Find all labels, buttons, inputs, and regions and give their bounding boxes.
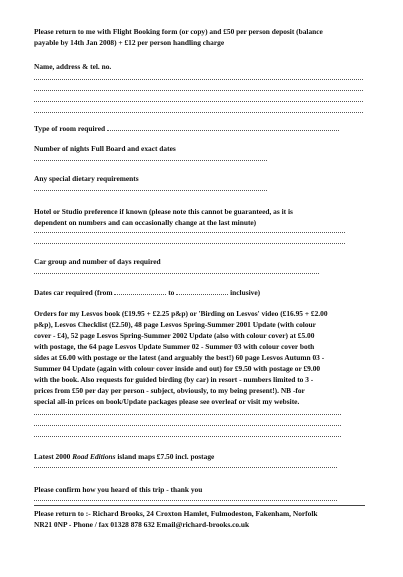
room-section	[34, 123, 369, 134]
maps-label-italic: Road Editions	[72, 452, 116, 461]
orders-line-6: Summer 04 Update (again with colour cover inside and out) for £9.50 with postage or £9.00	[34, 364, 321, 373]
orders-line-5: sides at £6.00 with postage or the latest (and arguably the best!) 60 page Lesvos Autumn 03 -	[34, 353, 325, 362]
dates-from-field[interactable]	[114, 288, 166, 295]
intro-line-2: payable by 14th Jan 2008) + £12 per person handling charge	[34, 38, 225, 47]
orders-line-4: with postage, the 64 page Lesvos Update Summer 02 - Summer 03 with colour cover both	[34, 342, 315, 351]
dates-to-field[interactable]	[176, 288, 228, 295]
name-line-2[interactable]	[34, 90, 363, 91]
name-line-1[interactable]	[34, 79, 363, 80]
intro-line-1: Please return to me with Flight Booking form (or copy) and £50 per person deposit (balance	[34, 27, 323, 36]
orders-line-8: prices from £50 per day per person - subject, obviously, to my being present!). NB -for	[34, 386, 305, 395]
orders-line-3: cover - £4), 52 page Lesvos Spring-Summer 2002 Update (also with colour cover) at £5.00	[34, 331, 315, 340]
name-section	[34, 61, 369, 72]
hotel-field-2[interactable]	[34, 243, 345, 244]
intro-text	[34, 26, 369, 48]
maps-field[interactable]	[34, 467, 337, 468]
dates-to-label: to	[168, 288, 175, 297]
orders-field-1[interactable]	[34, 414, 341, 415]
hotel-field-1[interactable]	[34, 232, 345, 233]
car-label: Car group and number of days required	[34, 257, 161, 266]
orders-field-2[interactable]	[34, 425, 341, 426]
diet-section	[34, 173, 369, 184]
return-section	[34, 508, 369, 530]
dates-label: Dates car required (from	[34, 288, 113, 297]
orders-line-2: p&p), Lesvos Checklist (£2.50), 48 page Lesvos Spring-Summer 2001 Update (with colour	[34, 320, 316, 329]
room-field[interactable]	[107, 124, 339, 131]
hotel-line-1: Hotel or Studio preference if known (please note this cannot be guaranteed, as it is	[34, 207, 293, 216]
diet-field[interactable]	[34, 190, 267, 191]
name-label: Name, address & tel. no.	[34, 62, 112, 71]
return-line-1: Please return to :- Richard Brooks, 24 Croxton Hamlet, Fulmodeston, Fakenham, Norfolk	[34, 509, 318, 518]
orders-section	[34, 308, 369, 407]
room-label: Type of room required	[34, 124, 106, 133]
name-line-4[interactable]	[34, 112, 363, 113]
orders-field-3[interactable]	[34, 436, 341, 437]
heard-section	[34, 484, 369, 495]
hotel-line-2: dependent on numbers and can occasionally change at the last minute)	[34, 218, 257, 227]
nights-label: Number of nights Full Board and exact dates	[34, 144, 176, 153]
orders-line-1: Orders for my Lesvos book (£19.95 + £2.25 p&p) or 'Birding on Lesvos' video (£16.95 + £2.00	[34, 309, 328, 318]
divider-rule	[34, 505, 365, 506]
nights-section	[34, 143, 369, 154]
return-line-2: NR21 0NP - Phone / fax 01328 878 632 Email@richard-brooks.co.uk	[34, 520, 250, 529]
maps-label-suffix: island maps £7.50 incl. postage	[115, 452, 215, 461]
orders-line-7: with the book. Also requests for guided birding (by car) in resort - numbers limited to 3 -	[34, 375, 314, 384]
dates-inclusive-label: inclusive)	[230, 288, 261, 297]
heard-label: Please confirm how you heard of this trip - thank you	[34, 485, 203, 494]
dates-section	[34, 287, 369, 298]
diet-label: Any special dietary requirements	[34, 174, 139, 183]
car-field[interactable]	[34, 273, 319, 274]
maps-section	[34, 451, 369, 462]
heard-field[interactable]	[34, 500, 337, 501]
orders-line-9: special all-in prices on book/Update packages please see overleaf or visit my website.	[34, 397, 300, 406]
car-section	[34, 256, 369, 267]
nights-field[interactable]	[34, 160, 267, 161]
name-line-3[interactable]	[34, 101, 363, 102]
maps-label-prefix: Latest 2000	[34, 452, 73, 461]
hotel-section	[34, 206, 369, 228]
